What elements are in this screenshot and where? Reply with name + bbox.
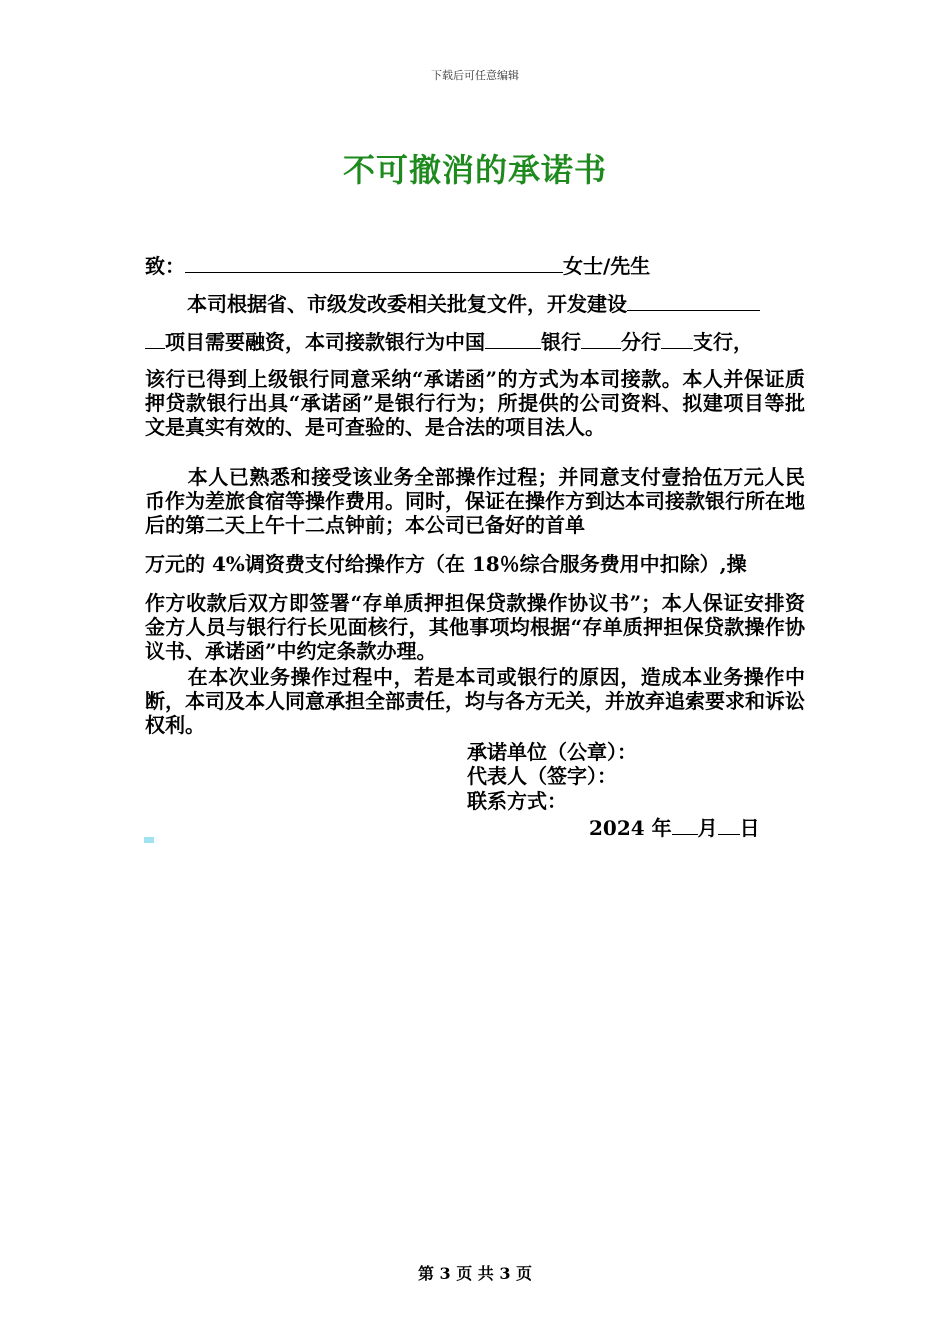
signature-contact: 联系方式： — [467, 789, 567, 813]
p1-line2d-text: 支行， — [693, 330, 753, 354]
paragraph-3 — [145, 665, 805, 737]
date-month: 月 — [697, 816, 718, 840]
p1-line2b-text: 银行 — [541, 330, 581, 354]
salutation-line — [145, 252, 650, 278]
project-blank[interactable] — [627, 290, 760, 311]
paragraph-1-line-2 — [145, 328, 753, 354]
document-title: 不可撤消的承诺书 — [342, 151, 607, 189]
p1-line2a-text: 项目需要融资，本司接款银行为中国 — [165, 330, 485, 354]
date-year: 2024 年 — [589, 816, 672, 840]
salutation-suffix: 女士/先生 — [563, 254, 651, 278]
day-blank[interactable] — [718, 814, 740, 835]
signature-unit: 承诺单位（公章）： — [467, 740, 637, 764]
page-footer: 第 3 页 共 3 页 — [417, 1264, 533, 1283]
paragraph-2-mid-line: 万元的 4%调资费支付给操作方（在 18％综合服务费用中扣除）,操 — [145, 552, 747, 576]
header-note: 下载后可任意编辑 — [431, 69, 519, 82]
paragraph-1-rest: 该行已得到上级银行同意采纳“承诺函”的方式为本司接款。本人并保证质押贷款银行出具“承诺函”是银行行为；所提供的公司资料、拟建项目等批文是真实有效的、是可查验的、是合法的项目法人。 — [145, 367, 805, 439]
date-day: 日 — [739, 816, 760, 840]
paragraph-2-part-2: 作方收款后双方即签署“存单质押担保贷款操作协议书”；本人保证安排资金方人员与银行行长见面核行，其他事项均根据“存单质押担保贷款操作协议书、承诺函”中约定条款办理。 — [145, 591, 805, 663]
p1-line1-text: 本司根据省、市级发改委相关批复文件，开发建设 — [187, 292, 627, 316]
signature-rep: 代表人（签字）： — [467, 764, 617, 788]
paragraph-1-line-1 — [145, 290, 760, 316]
p2-part1-text: 本人已熟悉和接受该业务全部操作过程；并同意支付壹拾伍万元人民币作为差旅食宿等操作费用。同时，保证在操作方到达本司接款银行所在地后的第二天上午十二点钟前；本公司已备好的首单 — [145, 465, 805, 537]
bank-blank[interactable] — [485, 328, 541, 349]
cursor-marker — [144, 837, 154, 843]
project-blank-cont[interactable] — [145, 328, 165, 349]
signature-date — [589, 814, 760, 840]
p1-line2c-text: 分行 — [621, 330, 661, 354]
salutation-prefix: 致： — [145, 254, 185, 278]
branch-blank[interactable] — [581, 328, 621, 349]
paragraph-2-part-1 — [145, 465, 805, 537]
recipient-blank[interactable] — [185, 252, 563, 273]
month-blank[interactable] — [672, 814, 698, 835]
subbranch-blank[interactable] — [661, 328, 693, 349]
p3-text: 在本次业务操作过程中，若是本司或银行的原因，造成本业务操作中断，本司及本人同意承担全部责任，均与各方无关，并放弃追索要求和诉讼权利。 — [145, 665, 805, 737]
